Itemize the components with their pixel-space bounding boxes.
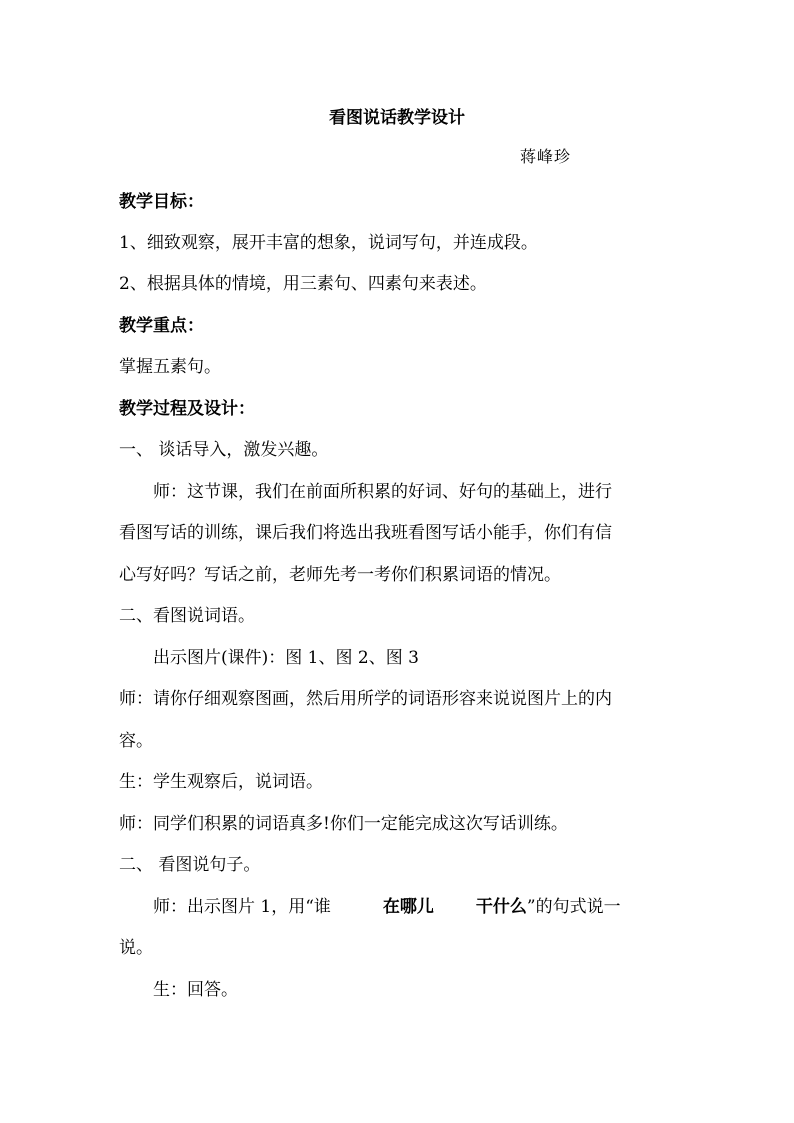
pattern-what: 干什么 (475, 897, 527, 917)
show-pictures-line: 出示图片(课件)：图 1、图 2、图 3 (153, 648, 419, 668)
focus-heading: 教学重点： (119, 316, 204, 336)
paragraph-1-line-2: 看图写话的训练，课后我们将选出我班看图写话小能手，你们有信 (119, 523, 612, 543)
document-title: 看图说话教学设计 (329, 108, 465, 128)
pattern-where: 在哪儿 (382, 897, 434, 917)
paragraph-1-line-3: 心写好吗？写话之前，老师先考一考你们积累词语的情况。 (119, 565, 561, 585)
student-line: 生：学生观察后，说词语。 (119, 772, 323, 792)
process-heading: 教学过程及设计： (119, 399, 255, 419)
focus-text: 掌握五素句。 (119, 357, 221, 377)
answer-line: 生：回答。 (153, 980, 238, 1000)
teacher-instruction-line-1: 师：请你仔细观察图画，然后用所学的词语形容来说说图片上的内 (119, 689, 612, 709)
teacher-instruction-line-2: 容。 (119, 731, 153, 751)
step-2-heading: 二、看图说词语。 (119, 606, 255, 626)
teacher-praise-line: 师：同学们积累的词语真多!你们一定能完成这次写话训练。 (119, 814, 568, 834)
goal-1: 1、细致观察，展开丰富的想象，说词写句，并连成段。 (119, 233, 538, 253)
goal-2: 2、根据具体的情境，用三素句、四素句来表述。 (119, 274, 487, 294)
pattern-suffix: ”的句式说一 (526, 897, 621, 917)
paragraph-1-line-1: 师：这节课，我们在前面所积累的好词、好句的基础上，进行 (153, 482, 612, 502)
sentence-pattern-line (153, 896, 621, 918)
sentence-pattern-line-2: 说。 (119, 938, 153, 958)
step-3-heading: 二、 看图说句子。 (119, 855, 261, 875)
goals-heading: 教学目标： (119, 192, 204, 212)
step-1-heading: 一、 谈话导入，激发兴趣。 (119, 440, 329, 460)
pattern-prefix: 师：出示图片 1，用“谁 (153, 897, 331, 917)
author-name: 蒋峰珍 (520, 147, 572, 166)
